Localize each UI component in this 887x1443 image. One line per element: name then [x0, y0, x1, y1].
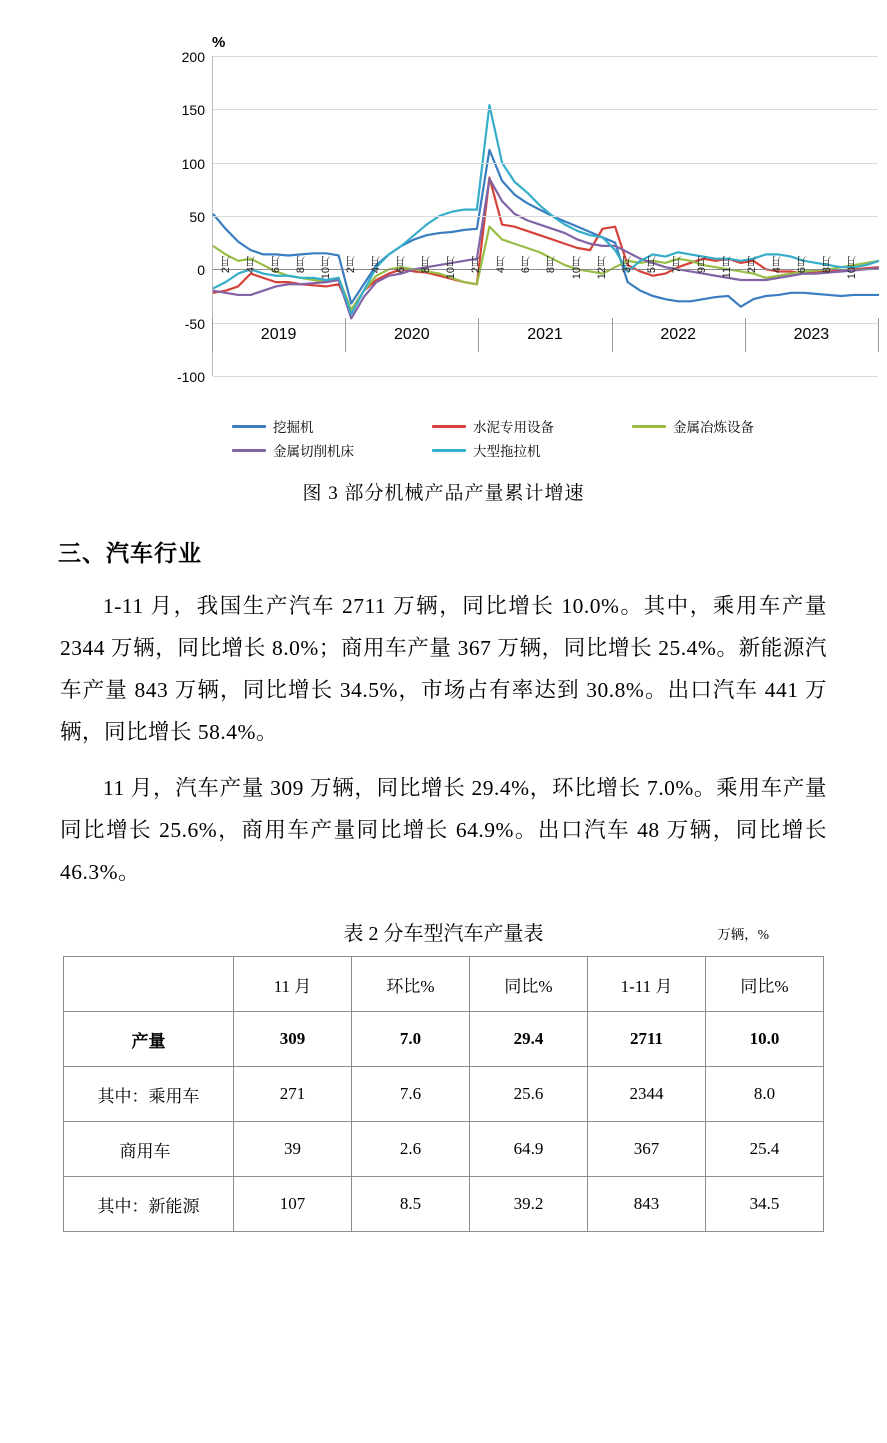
year-separator: [878, 318, 879, 352]
y-tick-label: 150: [181, 102, 205, 119]
legend-label: 水泥专用设备: [473, 420, 554, 435]
table-cell: 107: [234, 1177, 352, 1232]
legend-item: [432, 416, 632, 436]
table-cell: 39.2: [470, 1177, 588, 1232]
year-separator: [345, 318, 346, 352]
legend-color-swatch: [232, 425, 266, 428]
table-cell: 25.4: [706, 1122, 824, 1177]
month-tick-label: 8月: [545, 256, 558, 274]
month-tick-label: 4月: [495, 256, 508, 274]
vehicle-production-table: [63, 956, 824, 1232]
year-separator: [212, 318, 213, 352]
table-row-header: 其中：新能源: [64, 1177, 234, 1232]
month-tick-label: 2月: [745, 256, 758, 274]
y-tick-label: 50: [189, 209, 205, 225]
month-tick-label: 3月: [620, 256, 633, 274]
chart-month-tick-labels: [212, 256, 878, 322]
month-tick-label: 10月: [570, 256, 583, 280]
chart-plot-area: [82, 20, 858, 459]
table-column-header: 同比%: [470, 957, 588, 1012]
figure-3-chart: [0, 0, 887, 470]
month-tick-label: 5月: [645, 256, 658, 274]
year-label: 2019: [260, 326, 297, 343]
legend-item: [432, 440, 632, 460]
table-cell: 2344: [588, 1067, 706, 1122]
table-column-header: 11 月: [234, 957, 352, 1012]
year-label: 2022: [660, 326, 696, 343]
month-tick-label: 6月: [520, 256, 533, 274]
y-tick-label: 0: [197, 262, 205, 279]
table-cell: 34.5: [706, 1177, 824, 1232]
table-row: [64, 1122, 824, 1177]
table-cell: 29.4: [470, 1012, 588, 1067]
month-tick-label: 7月: [670, 256, 683, 274]
month-tick-label: 4月: [245, 256, 258, 274]
y-tick-label: 200: [181, 49, 205, 65]
table-row-header: 其中：乘用车: [64, 1067, 234, 1122]
table-cell: 2711: [588, 1012, 706, 1067]
month-tick-label: 2月: [345, 256, 358, 274]
table-header-row: [64, 957, 824, 1012]
month-tick-label: 8月: [295, 256, 308, 274]
table-title: 表 2 分车型汽车产量表: [343, 923, 544, 946]
legend-color-swatch: [232, 449, 266, 452]
table-cell: 25.6: [470, 1067, 588, 1122]
gridline-200: [181, 49, 878, 65]
table-column-header: 同比%: [706, 957, 824, 1012]
gridline--100: [176, 369, 878, 385]
gridline-100: [181, 155, 878, 172]
month-tick-label: 2月: [220, 256, 232, 274]
table-row-header: 商用车: [64, 1122, 234, 1177]
gridline--50: [184, 315, 878, 332]
table-corner-cell: [64, 957, 234, 1012]
month-tick-label: 10月: [445, 256, 458, 280]
legend-color-swatch: [432, 449, 466, 452]
month-tick-label: 12月: [595, 256, 608, 280]
legend-label: 大型拖拉机: [473, 444, 541, 459]
month-tick-label: 6月: [270, 256, 283, 274]
chart-legend: [232, 416, 852, 460]
table-cell: 843: [588, 1177, 706, 1232]
month-tick-label: 2月: [470, 256, 483, 274]
month-tick-label: 8月: [820, 256, 833, 274]
table-row-header: 产量: [64, 1012, 234, 1067]
section-heading: 三、汽车行业: [58, 541, 202, 566]
table-cell: 2.6: [352, 1122, 470, 1177]
month-tick-label: 6月: [795, 256, 808, 274]
legend-label: 金属切削机床: [273, 444, 354, 459]
table-row: [64, 1177, 824, 1232]
table-column-header: 环比%: [352, 957, 470, 1012]
gridline-150: [181, 102, 878, 119]
legend-color-swatch: [632, 425, 666, 428]
table-cell: 39: [234, 1122, 352, 1177]
month-tick-label: 4月: [370, 256, 383, 274]
gridline-50: [189, 209, 878, 225]
year-separator: [478, 318, 479, 352]
table-cell: 271: [234, 1067, 352, 1122]
legend-label: 挖掘机: [273, 420, 314, 435]
paragraph-2: 11 月，汽车产量 309 万辆，同比增长 29.4%，环比增长 7.0%。乘用车产量同比增长 25.6%，商用车产量同比增长 64.9%。出口汽车 48 万辆，同比增长 46.3%。: [60, 775, 827, 884]
month-tick-label: 6月: [395, 256, 408, 274]
table-cell: 7.6: [352, 1067, 470, 1122]
chart-year-axis-labels: [212, 326, 878, 352]
legend-label: 金属冶炼设备: [673, 420, 754, 435]
y-tick-label: -100: [176, 369, 205, 385]
legend-color-swatch: [432, 425, 466, 428]
month-tick-label: 11月: [720, 256, 733, 279]
table-row: [64, 1067, 824, 1122]
y-tick-label: -50: [184, 315, 205, 332]
month-tick-label: 10月: [320, 256, 333, 280]
table-cell: 7.0: [352, 1012, 470, 1067]
month-tick-label: 9月: [695, 256, 708, 274]
legend-item: [632, 416, 832, 436]
legend-item: [232, 416, 432, 436]
paragraph-1: 1-11 月，我国生产汽车 2711 万辆，同比增长 10.0%。其中，乘用车产量 2344 万辆，同比增长 8.0%；商用车产量 367 万辆，同比增长 25.4%。新能源汽车产量 843 万辆，同比增长 34.5%，市场占有率达到 30.8%。出口汽车 441 万辆，同比增长 58.4%。: [60, 594, 827, 744]
table-row: [64, 1012, 824, 1067]
year-separator: [745, 318, 746, 352]
table-cell: 309: [234, 1012, 352, 1067]
table-cell: 64.9: [470, 1122, 588, 1177]
month-tick-label: 4月: [770, 256, 783, 274]
figure-caption: 图 3 部分机械产品产量累计增速: [302, 483, 585, 504]
table-column-header: 1-11 月: [588, 957, 706, 1012]
table-unit-label: 万辆，%: [717, 927, 769, 943]
legend-item: [232, 440, 432, 460]
year-label: 2023: [793, 326, 830, 343]
year-separator: [612, 318, 613, 352]
y-axis-unit-label: %: [212, 34, 226, 51]
year-label: 2020: [394, 326, 430, 343]
month-tick-label: 10月: [845, 256, 858, 280]
table-cell: 8.5: [352, 1177, 470, 1232]
year-label: 2021: [527, 326, 563, 343]
month-tick-label: 8月: [420, 256, 433, 274]
table-title-row: [0, 917, 887, 946]
y-tick-label: 100: [181, 155, 205, 172]
table-cell: 367: [588, 1122, 706, 1177]
table-cell: 8.0: [706, 1067, 824, 1122]
table-cell: 10.0: [706, 1012, 824, 1067]
